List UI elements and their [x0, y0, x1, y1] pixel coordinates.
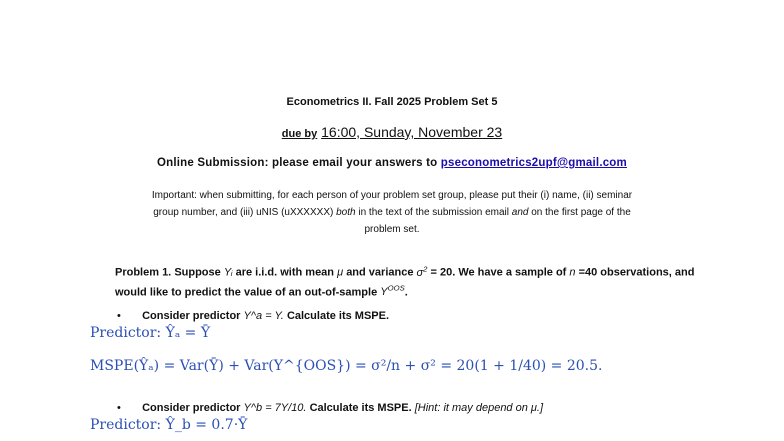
problem-1: Problem 1. Suppose Yᵢ are i.i.d. with mean μ and variance $\sigma^2 = 20$. We have a sample of n =40 observations, and would like to predict the value of an out-of-sample $Y^{OOS}$. [115, 264, 695, 299]
bullet-dot: • [117, 402, 121, 414]
problem-yi: Yᵢ [223, 266, 233, 279]
document-title: Econometrics II. Fall 2025 Problem Set 5 [286, 96, 498, 108]
problem-mu: μ [337, 266, 344, 279]
bullet-2-formula: Y^b = 7Y/10. [243, 402, 307, 414]
important-line-2-both: both [336, 207, 356, 218]
problem-text-f: would like to predict the value of an out-of-sample [115, 286, 378, 299]
answer-1-mspe: MSPE(Ŷₐ) = Var(Ȳ) + Var(Y^{OOS}) = σ²/n + σ² = 20(1 + 1/40) = 20.5. [90, 358, 603, 374]
bullet-dot: • [117, 310, 121, 322]
answer-1-predictor: Predictor: Ŷₐ = Ȳ [90, 325, 211, 341]
problem-sigma: $\sigma^2$ [416, 264, 428, 279]
important-line-2-and: and [511, 207, 529, 218]
problem-text-c: and variance [346, 266, 414, 279]
important-line-2-b: in the text of the submission email [358, 207, 509, 218]
bullet-1-b: Calculate its MSPE. [286, 310, 390, 322]
bullet-2-hint: [Hint: it may depend on μ.] [414, 402, 544, 414]
important-note [0, 187, 784, 238]
bullet-1-formula: Y^a = Y. [243, 310, 284, 322]
bullet-2-a: Consider predictor [142, 402, 241, 414]
bullet-1 [117, 310, 389, 322]
important-line-3: problem set. [364, 224, 420, 235]
bullet-2-b: Calculate its MSPE. [309, 402, 412, 414]
bullet-2 [117, 402, 543, 414]
important-line-2 [0, 204, 784, 221]
important-line-2-a: group number, and (iii) uNIS (uXXXXXX) [153, 207, 334, 218]
important-line-1: Important: when submitting, for each person of your problem set group, please put their (i) name, (ii) seminar [151, 190, 633, 201]
answer-2-predictor: Predictor: Ŷ_b = 0.7·Ȳ [90, 417, 248, 433]
problem-text-d: = 20. We have a sample of [430, 266, 567, 279]
problem-text-a: Suppose [174, 266, 221, 279]
problem-label: Problem 1. [115, 266, 172, 279]
problem-oos: $Y^{OOS}$ [380, 283, 405, 299]
email-link[interactable]: pseconometrics2upf@gmail.com [440, 157, 627, 169]
bullet-1-a: Consider predictor [142, 310, 241, 322]
important-line-2-c: on the first page of the [531, 207, 631, 218]
due-time: 16:00, Sunday, November 23 [321, 124, 503, 140]
problem-text-b: are i.i.d. with mean [235, 266, 335, 279]
online-label: Online Submission: please email your answers to [157, 157, 438, 169]
online-submission [0, 157, 784, 169]
problem-text-e: =40 observations, and [578, 266, 695, 279]
due-date [0, 124, 784, 140]
problem-n: n [569, 266, 576, 279]
due-prefix: due by [281, 128, 318, 140]
